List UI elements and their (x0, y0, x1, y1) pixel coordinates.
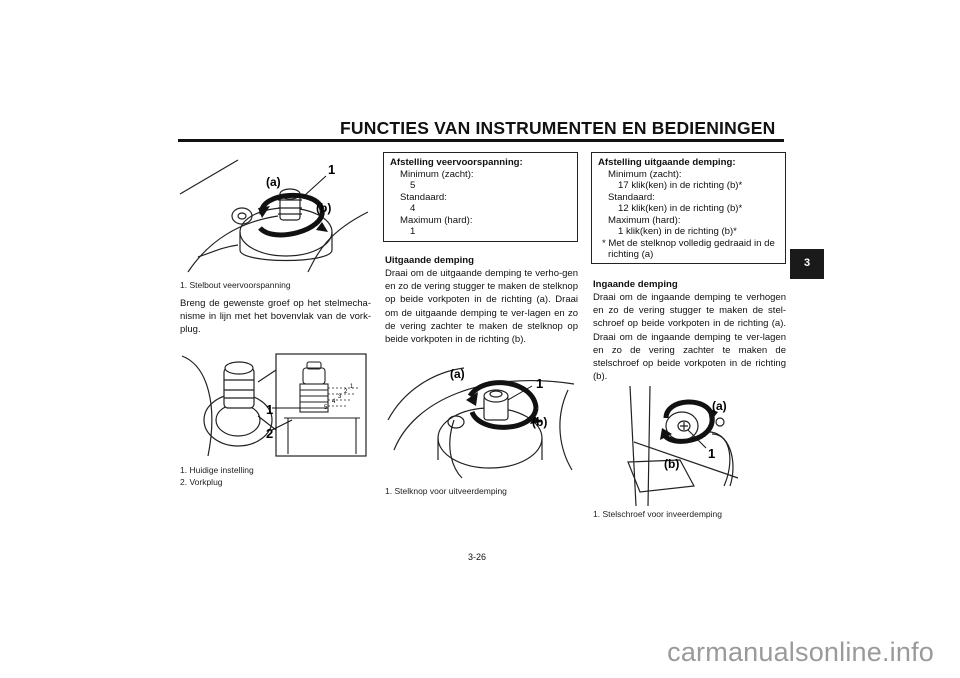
preload-spec-title: Afstelling veervoorspanning: (390, 157, 523, 168)
figure2-label-1: 1 (266, 402, 274, 417)
spec-line: Standaard: (608, 191, 655, 203)
rebound-heading: Uitgaande demping (385, 255, 475, 266)
compression-paragraph: Draai om de ingaande demping te verhogen en zo de vering stugger te maken de stel-schroef op beide vorkpoten in de richting (a). Draai om de ingaande demping te ver-lagen en zo de vering zachter te maken de stelschroef op beide vorkpoten in de richting (b). (593, 292, 786, 383)
page-title: FUNCTIES VAN INSTRUMENTEN EN BEDIENINGEN (340, 118, 776, 138)
spec-line: Standaard: (400, 191, 447, 203)
spec-line: Minimum (zacht): (400, 168, 474, 180)
figure2-caption-1: 1. Huidige instelling (180, 465, 254, 475)
rebound-label-1: 1 (536, 376, 544, 391)
figure1-label-b: (b) (316, 201, 332, 215)
preload-spec-box (383, 152, 578, 242)
tick-label: 1 (350, 384, 354, 390)
spec-value: 5 (410, 180, 416, 191)
compression-label-b: (b) (664, 457, 680, 471)
spec-value: 1 (410, 226, 416, 237)
spec-line: Maximum (hard): (608, 214, 681, 226)
compression-screw-illustration (620, 382, 750, 506)
figure2-caption-2: 2. Vorkplug (180, 477, 223, 487)
figure1-caption: 1. Stelbout veervoorspanning (180, 280, 291, 290)
compression-label-1: 1 (708, 446, 716, 461)
chapter-tab: 3 (790, 249, 824, 279)
rebound-label-b: (b) (532, 415, 548, 429)
compression-label-a: (a) (712, 399, 727, 413)
rebound-paragraph: Draai om de uitgaande demping te verho-gen en zo de vering stugger te maken de stelknop op beide vorkpoten in de richting (a). Draai om de uitgaande demping te ver-lagen en zo de vering zachter te maken de stelknop op beide vorkpoten in de richting (b). (385, 268, 578, 346)
spec-value: 17 klik(ken) in de richting (b)* (618, 180, 743, 191)
tick-label: 3 (338, 394, 342, 400)
rebound-knob-illustration (384, 360, 578, 480)
rebound-figure-caption: 1. Stelknop voor uitveerdemping (385, 486, 507, 496)
spec-value: 4 (410, 203, 416, 214)
watermark: carmanualsonline.info (667, 637, 934, 667)
spec-value: 12 klik(ken) in de richting (b)* (618, 203, 743, 214)
tick-label: 4 (332, 399, 336, 405)
spec-line: Maximum (hard): (400, 214, 473, 226)
compression-figure-caption: 1. Stelschroef voor inveerdemping (593, 509, 722, 519)
spec-line: Minimum (zacht): (608, 168, 682, 180)
figure1-label-a: (a) (266, 175, 281, 189)
rebound-spec-title: Afstelling uitgaande demping: (598, 157, 736, 168)
fork-plug-illustration (178, 346, 370, 460)
spec-value: 1 klik(ken) in de richting (b)* (618, 226, 737, 237)
preload-instruction-text: Breng de gewenste groef op het stelmecha-nisme in lijn met het bovenvlak van de vork-plug. (180, 298, 371, 336)
spec-note: * Met de stelknop volledig gedraaid in de richting (a) (602, 237, 775, 260)
tick-label: 5 (324, 405, 328, 411)
page-number: 3-26 (468, 552, 487, 562)
figure2-captions (180, 464, 254, 488)
tick-label: 2 (344, 389, 348, 395)
rebound-spec-box (591, 152, 786, 264)
compression-heading: Ingaande demping (593, 279, 678, 290)
figure2-label-2: 2 (266, 426, 274, 441)
title-rule (178, 139, 784, 142)
rebound-label-a: (a) (450, 367, 465, 381)
figure1-label-1: 1 (328, 162, 336, 177)
preload-bolt-illustration (178, 152, 370, 276)
